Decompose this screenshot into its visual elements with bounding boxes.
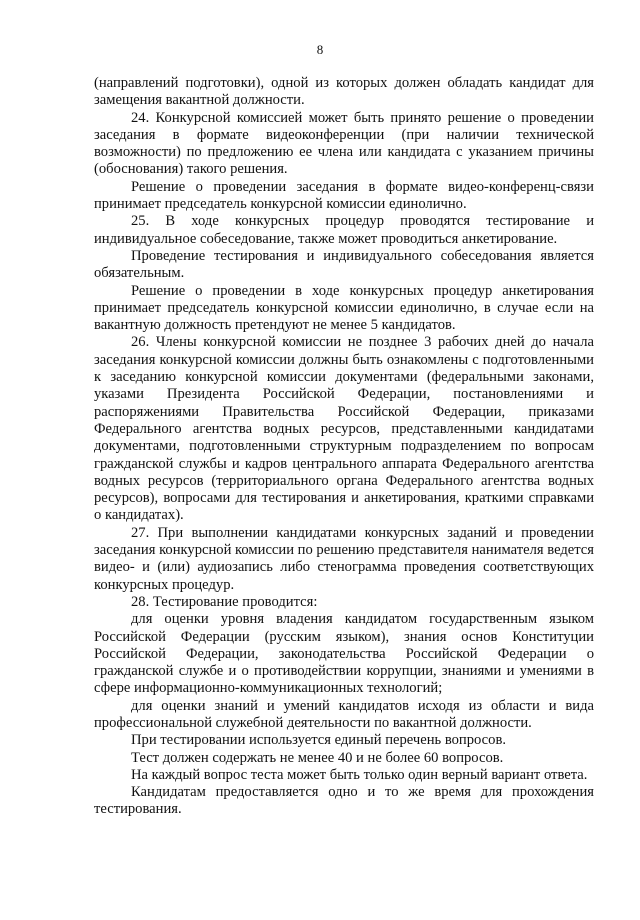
- paragraph: Кандидатам предоставляется одно и то же время для прохождения тестирования.: [94, 784, 594, 818]
- paragraph: Решение о проведении в ходе конкурсных процедур анкетирования принимает председатель конкурсной комиссии единолично, в случае если на вакантную должность претендуют не менее 5 кандидатов.: [94, 282, 594, 334]
- paragraph-item-24: 24. Конкурсной комиссией может быть принято решение о проведении заседания в формате видеоконференции (при наличии технической возможности) по предложению ее члена или кандидата с указанием причины (обоснования) такого решения.: [94, 109, 594, 178]
- paragraph: Решение о проведении заседания в формате видео-конференц-связи принимает председатель конкурсной комиссии единолично.: [94, 178, 594, 213]
- list-item: для оценки знаний и умений кандидатов исходя из области и вида профессиональной служебной деятельности по вакантной должности.: [94, 697, 594, 731]
- paragraph: Тест должен содержать не менее 40 и не более 60 вопросов.: [131, 749, 504, 766]
- paragraph-item-28: 28. Тестирование проводится:: [131, 593, 318, 610]
- paragraph: (направлений подготовки), одной из которых должен обладать кандидат для замещения вакантной должности.: [94, 75, 594, 109]
- paragraph-item-27: 27. При выполнении кандидатами конкурсных заданий и проведении заседания конкурсной комиссии по решению представителя нанимателя ведется видео- и (или) аудиозапись либо стенограмма проведения соответствующих конкурсных процедур.: [94, 524, 594, 593]
- document-body: [94, 75, 594, 819]
- paragraph: При тестировании используется единый перечень вопросов.: [131, 732, 506, 749]
- paragraph-item-26: 26. Члены конкурсной комиссии не позднее 3 рабочих дней до начала заседания конкурсной комиссии должны быть ознакомлены с подготовленными к заседанию конкурсной комиссии документами (федеральными законами, указами Президента Российской Федерации, постановлениями и распоряжениями Правительства Российской Федерации, приказами Федерального агентства водных ресурсов, представленными кандидатами документами, подготовленными структурным подразделением по вопросам гражданской службы и кадров центрального аппарата Федерального агентства водных ресурсов (территориального органа Федерального агентства водных ресурсов), вопросами для тестирования и анкетирования, краткими справками о кандидатах).: [94, 334, 594, 524]
- paragraph: На каждый вопрос теста может быть только один верный вариант ответа.: [131, 766, 588, 783]
- paragraph-item-25: 25. В ходе конкурсных процедур проводятся тестирование и индивидуальное собеседование, также может проводиться анкетирование.: [94, 213, 594, 247]
- paragraph: Проведение тестирования и индивидуального собеседования является обязательным.: [94, 247, 594, 282]
- list-item: для оценки уровня владения кандидатом государственным языком Российской Федерации (русским языком), знания основ Конституции Российской Федерации, законодательства Российской Федерации о гражданской службе и о противодействии коррупции, знаниями и умениями в сфере информационно-коммуникационных технологий;: [94, 611, 594, 697]
- page-number: 8: [316, 42, 324, 57]
